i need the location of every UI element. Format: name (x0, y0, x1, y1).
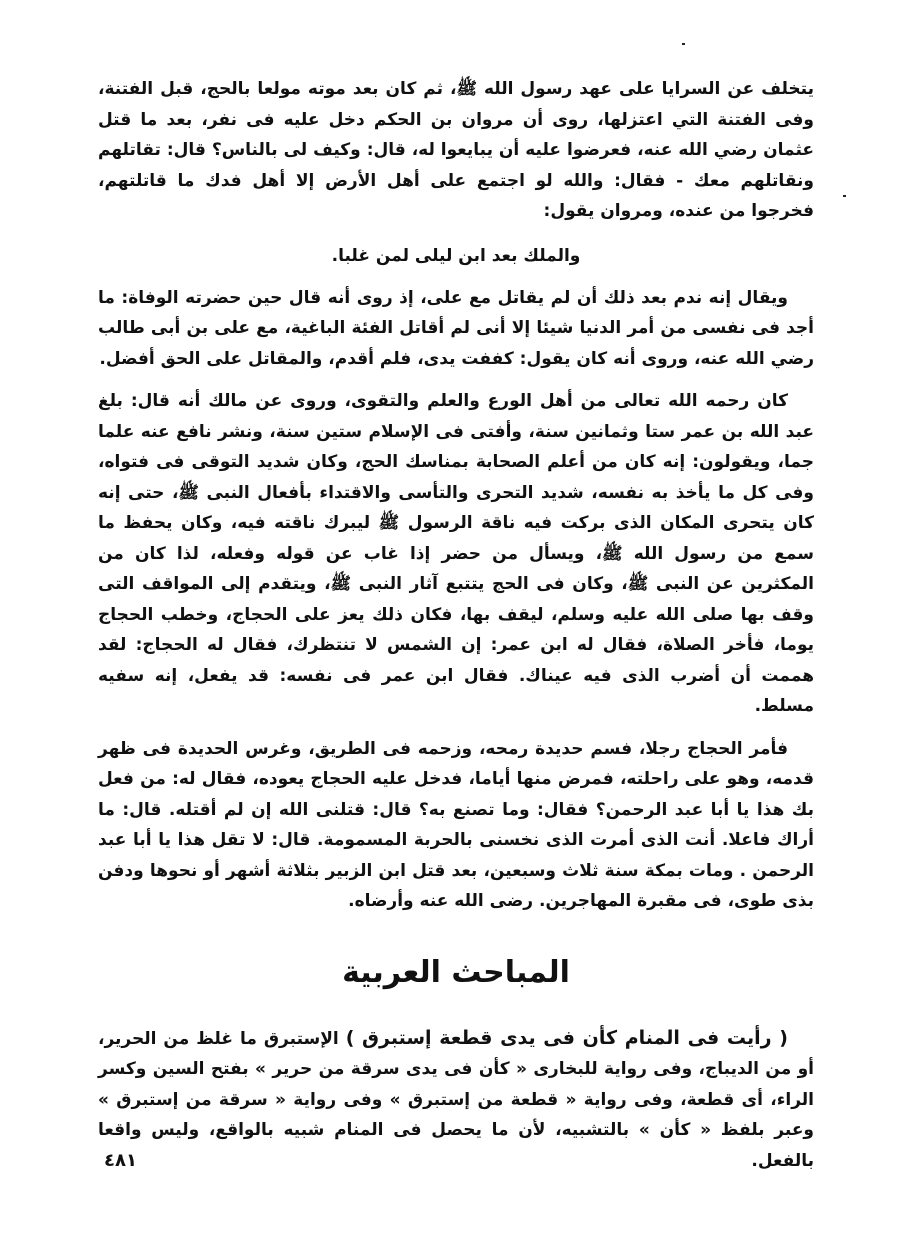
page-number: ٤٨١ (104, 1150, 137, 1171)
book-page-body (98, 74, 814, 1176)
section-title: المباحث العربية (342, 954, 570, 990)
paragraph-piety: كان رحمه الله تعالى من أهل الورع والعلم والتقوى، وروى عن مالك أنه قال: بلغ عبد الله بن عمر ستا وثمانين سنة، وأفتى فى الإسلام ستين سنة، ونشر نافع عنه علما جما، ويقولون: إنه كان من أعلم الصحابة بمناسك الحج، وكان شديد التوقى فى فتواه، وفى كل ما يأخذ به نفسه، شديد التحرى والتأسى والاقتداء بأفعال النبى ﷺ، حتى إنه كان يتحرى المكان الذى بركت فيه ناقة الرسول ﷺ ليبرك ناقته فيه، وكان يحفظ ما سمع من رسول الله ﷺ، ويسأل من حضر إذا غاب عن قوله وفعله، لذا كان من المكثرين عن النبى ﷺ، وكان فى الحج يتتبع آثار النبى ﷺ، ويتقدم إلى المواقف التى وقف بها صلى الله عليه وسلم، ليقف بها، فكان ذلك يعز على الحجاج، وخطب الحجاج يوما، فأخر الصلاة، فقال له ابن عمر: إن الشمس لا تنتظرك، فقال له الحجاج: لقد هممت أن أضرب الذى فيه عيناك. فقال ابن عمر فى نفسه: قد يفعل، إنه سفيه مسلط. (98, 391, 814, 716)
paragraph-death: فأمر الحجاج رجلا، فسم حديدة رمحه، وزحمه فى الطريق، وغرس الحديدة فى ظهر قدمه، وهو على راحلته، فمرض منها أياما، فدخل عليه الحجاج يعوده، فقال له: من فعل بك هذا يا أبا عبد الرحمن؟ فقال: وما تصنع به؟ قال: قتلنى الله إن لم أقتله. قال: ما أراك فاعلا. أنت الذى أمرت الذى نخسنى بالحربة المسمومة. قال: لا تقل هذا يا أبا عبد الرحمن . ومات بمكة سنة ثلاث وسبعين، بعد قتل ابن الزبير بثلاثة أشهر أو نحوها ودفن بذى طوى، فى مقبرة المهاجرين. رضى الله عنه وأرضاه. (98, 738, 814, 911)
paragraph-linguistic-notes (98, 1023, 814, 1177)
lemma-explanation: الإستبرق ما غلظ من الحرير، أو من الديباج، وفى رواية للبخارى « كأن فى يدى سرقة من حرير » بفتح السين وكسر الراء، أى قطعة، وفى رواية « قطعة من إستبرق » وفى رواية « سرقة من إستبرق » وعبر بلفظ « كأن » بالتشبيه، لأن ما يحصل فى المنام شبيه بالواقع، وليس واقعا بالفعل. (98, 1028, 814, 1171)
paragraph-regret: ويقال إنه ندم بعد ذلك أن لم يقاتل مع على، إذ روى أنه قال حين حضرته الوفاة: ما أجد فى نفسى من أمر الدنيا شيئا إلا أنى لم أقاتل الفئة الباغية، مع على بن أبى طالب رضي الله عنه، وروى أنه كان يقول: كففت يدى، فلم أقدم، والمقاتل على الحق أفضل. (98, 287, 814, 369)
scan-speck-margin (843, 195, 846, 197)
lemma-quote: ( رأيت فى المنام كأن فى يدى قطعة إستبرق ) (345, 1026, 788, 1049)
paragraph-ibn-umar-fitna: يتخلف عن السرايا على عهد رسول الله ﷺ، ثم كان بعد موته مولعا بالحج، قبل الفتنة، وفى الفتنة التي اعتزلها، روى أن مروان بن الحكم دخل عليه فى نفر، بعد ما قتل عثمان رضي الله عنه، فعرضوا عليه أن يبايعوا له، قال: وكيف لى بالناس؟ قال: تقاتلهم ونقاتلهم معك - فقال: والله لو اجتمع على أهل الأرض إلا أهل فدك ما قاتلتهم، فخرجوا من عنده، ومروان يقول: (98, 79, 814, 221)
verse-line: والملك بعد ابن ليلى لمن غلبا. (331, 245, 581, 266)
scan-speck-top (682, 43, 685, 45)
